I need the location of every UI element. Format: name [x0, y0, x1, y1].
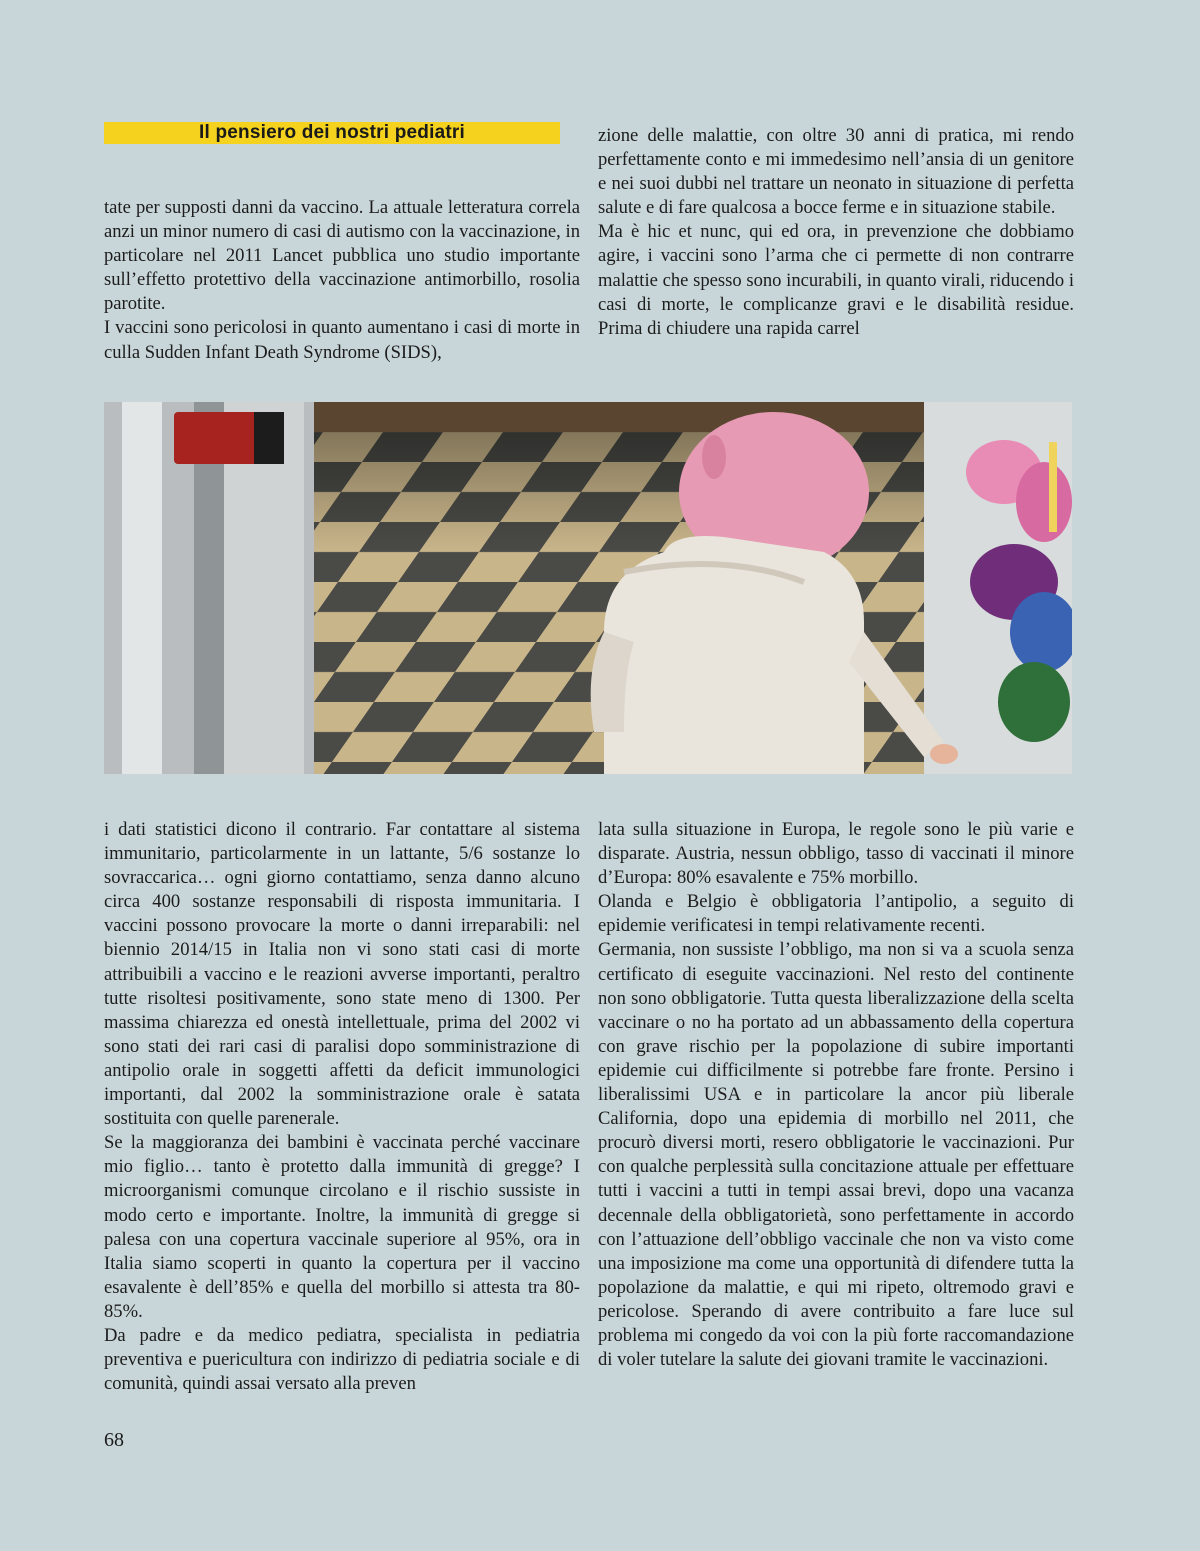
photo-illustration [104, 402, 1072, 774]
section-tag: Il pensiero dei nostri pediatri [104, 122, 560, 144]
paragraph: zione delle malattie, con oltre 30 anni di pratica, mi rendo perfettamente conto e mi immedesimo nell’ansia di un genitore e nei suoi dubbi nel trattare un neonato in situazione di perfetta salute e di fare qualcosa a bocce ferme e in situazione stabile. [598, 125, 1074, 219]
paragraph: Germania, non sussiste l’obbligo, ma non si va a scuola senza certificato di eseguite vaccinazioni. Nel resto del continente non sono obbligatorie. Tutta questa liberalizzazione della scelta vaccinare o no ha portato ad un abbassamento della copertura con grave rischio per la popolazione di subire importanti epidemie cui difficilmente si potrebbe fare fronte. Persino i liberalissimi USA e in particolare la ancor più liberale California, dopo una epidemia di morbillo nel 2011, che procurò diversi morti, resero obbligatorie le vaccinazioni. Pur con qualche perplessità sulla concitazione attuale per effettuare tutti i vaccini a tutti in tempi assai brevi, dopo una vacanza decennale della obbligatorietà, sono perfettamente in accordo con l’attuazione dell’obbligo vaccinale che non va visto come una imposizione ma come una opportunità di difendere tutta la popolazione da malattie, e qui mi ripeto, oltremodo gravi e pericolose. Sperando di avere contribuito a fare luce sul problema mi congedo da voi con la più forte raccomandazione di voler tutelare la salute dei giovani tramite le vaccinazioni. [598, 939, 1074, 1371]
paragraph: Ma è hic et nunc, qui ed ora, in prevenzione che dobbiamo agire, i vaccini sono l’arma che ci permette di non contrarre malattie che spesso sono incurabili, in quanto virali, riducendo i casi di morte, le complicanze gravi e le disabilità residue. Prima di chiudere una rapida carrel [598, 221, 1074, 339]
article-column-bottom-left [104, 818, 580, 1396]
article-column-top-right [598, 124, 1074, 341]
paragraph: I vaccini sono pericolosi in quanto aumentano i casi di morte in culla Sudden Infant Death Syndrome (SIDS), [104, 317, 580, 363]
paragraph: tate per supposti danni da vaccino. La attuale letteratura correla anzi un minor numero di casi di autismo con la vaccinazione, in particolare nel 2011 Lancet pubblica uno studio importante sull’effetto protettivo della vaccinazione antimorbillo, rosolia parotite. [104, 197, 580, 315]
paragraph: Da padre e da medico pediatra, specialista in pediatria preventiva e puericultura con indirizzo di pediatria sociale e di comunità, quindi assai versato alla preven [104, 1324, 580, 1395]
article-column-bottom-right [598, 818, 1074, 1372]
paragraph: Olanda e Belgio è obbligatoria l’antipolio, a seguito di epidemie verificatesi in tempi relativamente recenti. [598, 891, 1074, 937]
article-column-top-left [104, 196, 580, 365]
paragraph: Se la maggioranza dei bambini è vaccinata perché vaccinare mio figlio… tanto è protetto dalla immunità di gregge? I microorganismi comunque circolano e il rischio sussiste in modo certo e importante. Inoltre, la immunità di gregge si palesa con una copertura vaccinale superiore al 95%, ora in Italia siamo scoperti in quanto la copertura per il vaccino esavalente è dell’85% e quella del morbillo si attesta tra 80-85%. [104, 1132, 580, 1322]
article-photo-child-walking [104, 402, 1072, 774]
page-number: 68 [104, 1429, 124, 1451]
paragraph: lata sulla situazione in Europa, le regole sono le più varie e disparate. Austria, nessun obbligo, tasso di vaccinati il minore d’Europa: 80% esavalente e 75% morbillo. [598, 819, 1074, 889]
paragraph: i dati statistici dicono il contrario. Far contattare al sistema immunitario, particolarmente in un lattante, 5/6 sostanze lo sovraccarica… ogni giorno contattiamo, senza danno alcuno circa 400 sostanze responsabili di risposta immunitaria. I vaccini possono provocare la morte o danni irreparabili: nel biennio 2014/15 in Italia non vi sono stati casi di morte attribuibili a vaccino e le reazioni avverse importanti, peraltro tutte risoltesi positivamente, sono state meno di 1300. Per massima chiarezza ed onestà intellettuale, prima del 2002 vi sono stati dei rari casi di paralisi dopo somministrazione di antipolio orale in soggetti affetti da deficit immunologici importanti, dal 2002 la somministrazione orale è satata sostituita con quelle parenerale. [104, 819, 580, 1130]
